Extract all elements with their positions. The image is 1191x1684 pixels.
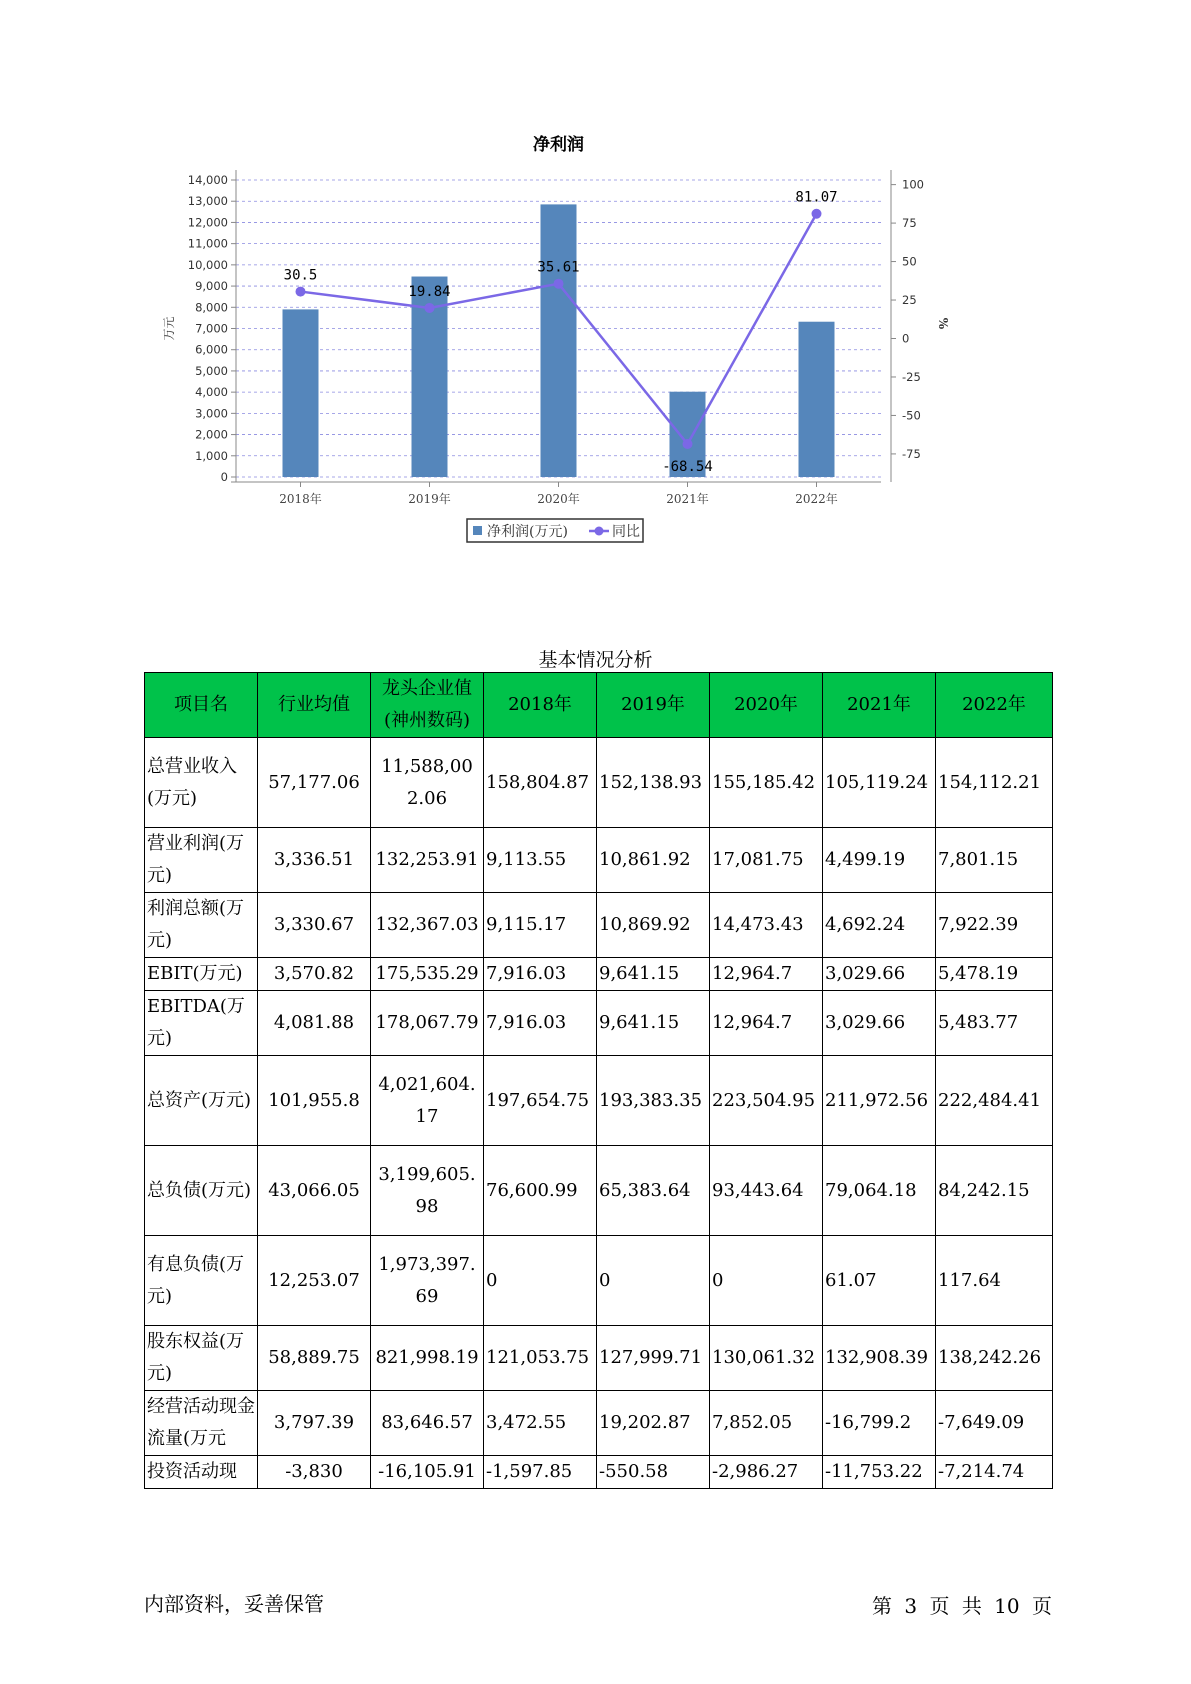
net-profit-chart	[150, 135, 1030, 605]
bar	[283, 309, 319, 477]
table-cell: 127,999.71	[597, 1326, 710, 1391]
left-tick-label: 4,000	[195, 385, 228, 400]
header-item: 项目名	[145, 673, 258, 738]
yoy-point	[812, 209, 822, 219]
row-label: 营业利润(万元)	[145, 828, 258, 893]
legend-bar-swatch	[473, 526, 482, 535]
left-tick-label: 13,000	[187, 194, 228, 209]
yoy-point	[296, 287, 306, 297]
table-cell: -550.58	[597, 1456, 710, 1489]
row-label: 总负债(万元)	[145, 1146, 258, 1236]
table-cell: -16,799.2	[823, 1391, 936, 1456]
table-cell: 105,119.24	[823, 738, 936, 828]
table-cell: 9,641.15	[597, 991, 710, 1056]
table-cell: 12,964.7	[710, 991, 823, 1056]
chart-title: 净利润	[533, 135, 584, 155]
table-cell: 223,504.95	[710, 1056, 823, 1146]
x-tick-label: 2020年	[537, 492, 580, 506]
row-label: 总营业收入(万元)	[145, 738, 258, 828]
table-cell: 158,804.87	[484, 738, 597, 828]
table-cell: 138,242.26	[936, 1326, 1053, 1391]
table-cell: 61.07	[823, 1236, 936, 1326]
right-tick-label: 25	[902, 293, 917, 308]
table-cell: 5,478.19	[936, 958, 1053, 991]
table-cell: -7,214.74	[936, 1456, 1053, 1489]
footer-confidential: 内部资料，妥善保管	[144, 1592, 324, 1616]
row-label: 投资活动现	[145, 1456, 258, 1489]
table-cell: 76,600.99	[484, 1146, 597, 1236]
table-cell: 4,081.88	[258, 991, 371, 1056]
table-cell: 11,588,002.06	[371, 738, 484, 828]
yoy-data-label: 30.5	[283, 267, 318, 284]
table-cell: 3,199,605.98	[371, 1146, 484, 1236]
table-cell: 9,641.15	[597, 958, 710, 991]
table-row	[145, 1146, 1053, 1236]
right-tick-label: 100	[902, 177, 924, 192]
left-tick-label: 3,000	[195, 406, 228, 421]
table-cell: 14,473.43	[710, 893, 823, 958]
table-cell: 7,922.39	[936, 893, 1053, 958]
yoy-data-label: -68.54	[662, 458, 713, 475]
row-label: 利润总额(万元)	[145, 893, 258, 958]
table-cell: 0	[710, 1236, 823, 1326]
table-cell: 83,646.57	[371, 1391, 484, 1456]
yoy-point	[683, 439, 693, 449]
table-cell: 3,797.39	[258, 1391, 371, 1456]
table-cell: -3,830	[258, 1456, 371, 1489]
table-row	[145, 893, 1053, 958]
table-cell: 12,253.07	[258, 1236, 371, 1326]
table-cell: 3,336.51	[258, 828, 371, 893]
table-cell: 0	[484, 1236, 597, 1326]
table-cell: 93,443.64	[710, 1146, 823, 1236]
header-industry-avg: 行业均值	[258, 673, 371, 738]
table-cell: 3,029.66	[823, 991, 936, 1056]
right-tick-label: -50	[902, 408, 921, 423]
table-cell: 9,113.55	[484, 828, 597, 893]
table-cell: 178,067.79	[371, 991, 484, 1056]
table-cell: -7,649.09	[936, 1391, 1053, 1456]
table-cell: 4,499.19	[823, 828, 936, 893]
right-tick-label: 75	[902, 216, 917, 231]
row-label: 总资产(万元)	[145, 1056, 258, 1146]
table-row	[145, 1456, 1053, 1489]
table-cell: 3,029.66	[823, 958, 936, 991]
table-cell: 211,972.56	[823, 1056, 936, 1146]
yoy-data-label: 35.61	[537, 259, 580, 276]
x-tick-label: 2022年	[795, 492, 838, 506]
table-row	[145, 1326, 1053, 1391]
table-cell: 4,021,604.17	[371, 1056, 484, 1146]
yoy-point	[425, 303, 435, 313]
table-cell: 175,535.29	[371, 958, 484, 991]
chart-svg	[150, 135, 1030, 605]
row-label: EBITDA(万元)	[145, 991, 258, 1056]
table-row	[145, 991, 1053, 1056]
table-cell: 3,570.82	[258, 958, 371, 991]
table-cell: 7,852.05	[710, 1391, 823, 1456]
table-title: 基本情况分析	[538, 649, 653, 671]
table-header-row	[145, 673, 1053, 738]
legend-line-label: 同比	[612, 524, 640, 540]
table-cell: 19,202.87	[597, 1391, 710, 1456]
left-tick-label: 9,000	[195, 279, 228, 294]
table-cell: 4,692.24	[823, 893, 936, 958]
table-cell: 7,801.15	[936, 828, 1053, 893]
table-cell: 132,908.39	[823, 1326, 936, 1391]
table-cell: 152,138.93	[597, 738, 710, 828]
left-tick-label: 2,000	[195, 427, 228, 442]
left-tick-label: 0	[220, 470, 228, 484]
table-cell: 10,861.92	[597, 828, 710, 893]
header-2022: 2022年	[936, 673, 1053, 738]
left-tick-label: 5,000	[195, 363, 228, 378]
analysis-table	[144, 672, 1053, 1489]
right-tick-label: -25	[902, 369, 921, 384]
table-cell: 43,066.05	[258, 1146, 371, 1236]
header-2020: 2020年	[710, 673, 823, 738]
table-cell: 197,654.75	[484, 1056, 597, 1146]
left-tick-label: 11,000	[187, 236, 228, 251]
table-cell: -16,105.91	[371, 1456, 484, 1489]
table-cell: 17,081.75	[710, 828, 823, 893]
table-cell: 132,367.03	[371, 893, 484, 958]
table-row	[145, 1236, 1053, 1326]
table-cell: 7,916.03	[484, 958, 597, 991]
table-cell: 58,889.75	[258, 1326, 371, 1391]
row-label: 有息负债(万元)	[145, 1236, 258, 1326]
header-2021: 2021年	[823, 673, 936, 738]
table-cell: 155,185.42	[710, 738, 823, 828]
header-2019: 2019年	[597, 673, 710, 738]
table-cell: 3,330.67	[258, 893, 371, 958]
left-tick-label: 10,000	[187, 257, 228, 272]
header-2018: 2018年	[484, 673, 597, 738]
table-cell: 117.64	[936, 1236, 1053, 1326]
yoy-point	[554, 279, 564, 289]
table-cell: 132,253.91	[371, 828, 484, 893]
x-tick-label: 2019年	[408, 492, 451, 506]
left-tick-label: 7,000	[195, 321, 228, 336]
left-tick-label: 12,000	[187, 215, 228, 230]
table-cell: -11,753.22	[823, 1456, 936, 1489]
table-cell: 821,998.19	[371, 1326, 484, 1391]
row-label: EBIT(万元)	[145, 958, 258, 991]
table-cell: 1,973,397.69	[371, 1236, 484, 1326]
table-row	[145, 1056, 1053, 1146]
table-cell: 57,177.06	[258, 738, 371, 828]
table-cell: 5,483.77	[936, 991, 1053, 1056]
table-cell: 12,964.7	[710, 958, 823, 991]
table-cell: 65,383.64	[597, 1146, 710, 1236]
left-axis-label: 万元	[162, 316, 176, 341]
right-tick-label: 50	[902, 254, 917, 269]
row-label: 股东权益(万元)	[145, 1326, 258, 1391]
footer-page-number: 第 3 页 共 10 页	[872, 1594, 1052, 1618]
table-cell: 222,484.41	[936, 1056, 1053, 1146]
table-cell: -1,597.85	[484, 1456, 597, 1489]
left-tick-label: 14,000	[187, 173, 228, 187]
legend-bar-label: 净利润(万元)	[487, 524, 568, 540]
table-cell: -2,986.27	[710, 1456, 823, 1489]
row-label: 经营活动现金流量(万元	[145, 1391, 258, 1456]
table-row	[145, 958, 1053, 991]
table-cell: 84,242.15	[936, 1146, 1053, 1236]
yoy-data-label: 81.07	[795, 189, 838, 206]
table-cell: 3,472.55	[484, 1391, 597, 1456]
left-tick-label: 8,000	[195, 300, 228, 315]
table-cell: 130,061.32	[710, 1326, 823, 1391]
table-cell: 79,064.18	[823, 1146, 936, 1236]
table-row	[145, 1391, 1053, 1456]
left-tick-label: 6,000	[195, 342, 228, 357]
table-cell: 193,383.35	[597, 1056, 710, 1146]
legend-line-marker	[595, 527, 604, 536]
bar	[541, 204, 577, 477]
yoy-data-label: 19.84	[408, 283, 451, 300]
right-axis-label: %	[936, 317, 950, 330]
right-tick-label: -75	[902, 446, 921, 461]
header-leader: 龙头企业值(神州数码)	[371, 673, 484, 738]
x-tick-label: 2018年	[279, 492, 322, 506]
table-row	[145, 738, 1053, 828]
table-cell: 7,916.03	[484, 991, 597, 1056]
table-cell: 121,053.75	[484, 1326, 597, 1391]
left-tick-label: 1,000	[195, 448, 228, 463]
table-cell: 9,115.17	[484, 893, 597, 958]
table-cell: 101,955.8	[258, 1056, 371, 1146]
table-cell: 10,869.92	[597, 893, 710, 958]
right-tick-label: 0	[902, 331, 910, 346]
bar	[799, 322, 835, 477]
x-tick-label: 2021年	[666, 492, 709, 506]
table-cell: 154,112.21	[936, 738, 1053, 828]
table-cell: 0	[597, 1236, 710, 1326]
table-row	[145, 828, 1053, 893]
